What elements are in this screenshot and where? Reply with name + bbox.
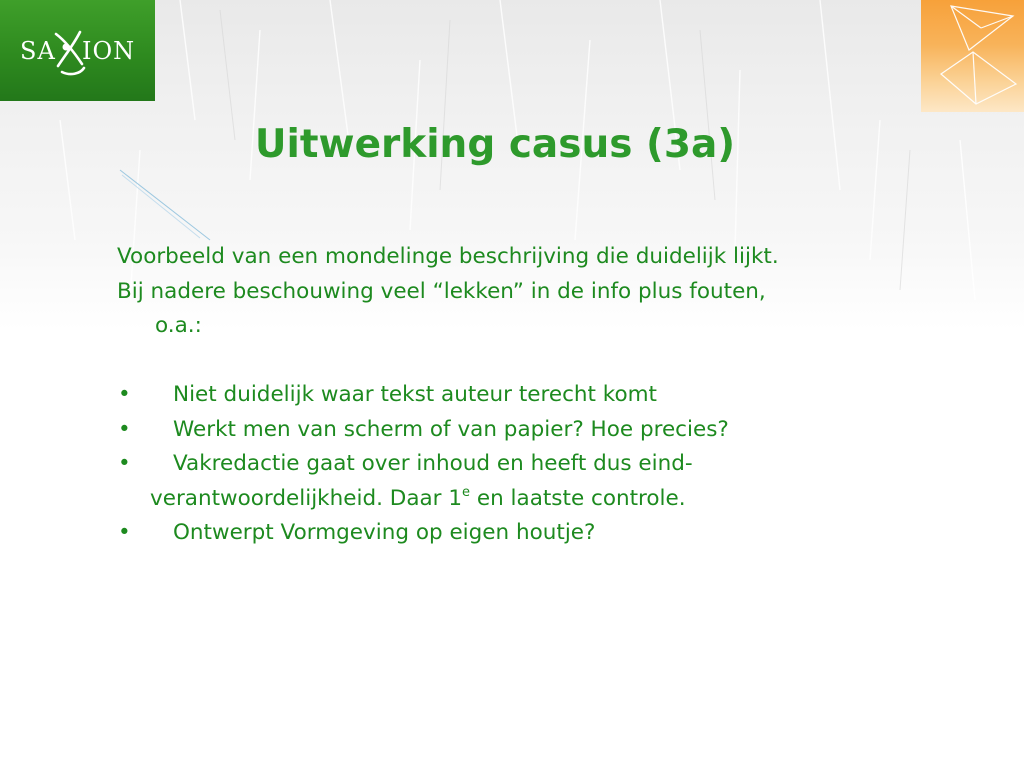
bullet-text: verantwoordelijkheid. Daar 1 (150, 485, 463, 511)
bullet-item (117, 447, 937, 482)
bullet-text: en laatste controle. (470, 485, 686, 511)
intro-line-2: Bij nadere beschouwing veel “lekken” in de info plus fouten, (117, 278, 766, 304)
bullet-text: Ontwerpt Vormgeving op eigen houtje? (173, 520, 596, 545)
intro-line-3: o.a.: (155, 313, 202, 338)
bullet-item (117, 378, 937, 413)
bullet-text: Niet duidelijk waar tekst auteur terecht komt (173, 382, 657, 407)
spacer (117, 344, 937, 379)
svg-text:SA: SA (20, 37, 56, 65)
bullet-icon: • (118, 520, 131, 545)
slide-title: Uitwerking casus (3a) (254, 122, 736, 167)
bullet-text: Vakredactie gaat over inhoud en heeft dus eind- (173, 451, 693, 476)
corner-decoration (921, 0, 1024, 112)
intro-line-1: Voorbeeld van een mondelinge beschrijving die duidelijk lijkt. (117, 244, 779, 269)
saxion-logo[interactable] (0, 0, 155, 101)
svg-text:ION: ION (82, 37, 136, 65)
bullet-item (117, 516, 937, 551)
bullet-icon: • (118, 416, 131, 442)
bullet-icon: • (118, 451, 131, 476)
bullet-icon: • (118, 382, 131, 407)
bullet-continuation (117, 482, 937, 517)
slide-body (117, 240, 937, 551)
bullet-item (117, 413, 937, 448)
superscript: e (462, 484, 471, 500)
bullet-text: Werkt men van scherm of van papier? Hoe precies? (173, 416, 729, 442)
